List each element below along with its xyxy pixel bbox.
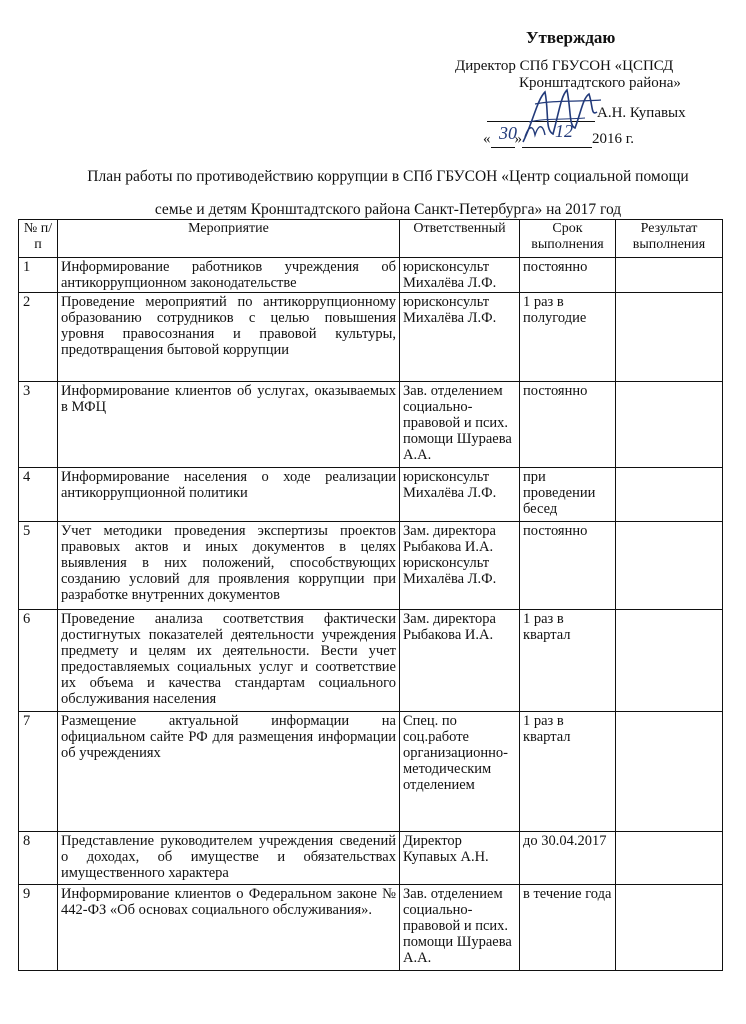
row-num: 8 (19, 832, 58, 885)
row-responsible: Директор Купавых А.Н. (400, 832, 520, 885)
plan-table (18, 219, 723, 971)
row-responsible: Спец. по соц.работе организационно-методическим отделением (400, 712, 520, 832)
row-result (616, 293, 723, 382)
handwritten-day: 30 (499, 123, 517, 143)
row-result (616, 832, 723, 885)
table-row (19, 293, 723, 382)
row-deadline: при проведении бесед (520, 468, 616, 522)
header-responsible: Ответственный (400, 220, 520, 258)
row-result (616, 885, 723, 971)
position-line-1: Директор СПб ГБУСОН «ЦСПСД (455, 58, 674, 74)
row-result (616, 712, 723, 832)
table-header-row (19, 220, 723, 258)
row-result (616, 522, 723, 610)
row-num: 7 (19, 712, 58, 832)
row-deadline: постоянно (520, 382, 616, 468)
title-line-1: План работы по противодействию коррупции в СПб ГБУСОН «Центр социальной помощи (87, 168, 689, 185)
handwritten-date (495, 117, 595, 147)
document-title (68, 160, 708, 226)
row-num: 6 (19, 610, 58, 712)
row-responsible: юрисконсульт Михалёва Л.Ф. (400, 293, 520, 382)
row-event: Информирование клиентов о Федеральном законе № 442-ФЗ «Об основах социального обслуживания». (58, 885, 400, 971)
table-row (19, 382, 723, 468)
approval-heading: Утверждаю (526, 28, 616, 47)
row-result (616, 382, 723, 468)
date-year: 2016 г. (592, 131, 634, 147)
row-responsible: Зав. отделением социально-правовой и псих. помощи Шураева А.А. (400, 382, 520, 468)
position-line-2: Кронштадтского района» (519, 75, 681, 91)
header-result: Результат выполнения (616, 220, 723, 258)
date-quote-close: » (514, 131, 522, 147)
table-row (19, 522, 723, 610)
row-result (616, 610, 723, 712)
signatory-name: А.Н. Купавых (597, 105, 686, 121)
row-event: Учет методики проведения экспертизы проектов правовых актов и иных документов в целях выявления в них положений, способствующих созданию условий для проявления коррупции при разработке внутренних документов (58, 522, 400, 610)
table-row (19, 712, 723, 832)
row-num: 9 (19, 885, 58, 971)
row-event: Проведение мероприятий по антикоррупционному образованию сотрудников с целью повышения уровня правосознания и правовой культуры, предотвращения бытовой коррупции (58, 293, 400, 382)
date-quote-open: « (483, 131, 491, 147)
row-deadline: до 30.04.2017 (520, 832, 616, 885)
title-line-2: семье и детям Кронштадтского района Санкт-Петербурга» на 2017 год (154, 201, 622, 218)
row-num: 2 (19, 293, 58, 382)
header-num: № п/п (19, 220, 58, 258)
table-row (19, 258, 723, 293)
row-responsible: Зав. отделением социально-правовой и псих. помощи Шураева А.А. (400, 885, 520, 971)
row-responsible: юрисконсульт Михалёва Л.Ф. (400, 258, 520, 293)
row-event: Проведение анализа соответствия фактически достигнутых показателей деятельности учреждения предмету и целям их деятельности. Вести учет предоставляемых социальных услуг и соответствие их объема и качества стандартам социального обслуживания населения (58, 610, 400, 712)
row-responsible: Зам. директора Рыбакова И.А. (400, 610, 520, 712)
row-result (616, 468, 723, 522)
table-row (19, 832, 723, 885)
row-responsible: Зам. директора Рыбакова И.А. юрисконсульт Михалёва Л.Ф. (400, 522, 520, 610)
header-deadline: Срок выполнения (520, 220, 616, 258)
row-num: 1 (19, 258, 58, 293)
row-responsible: юрисконсульт Михалёва Л.Ф. (400, 468, 520, 522)
row-deadline: 1 раз в квартал (520, 610, 616, 712)
row-event: Представление руководителем учреждения сведений о доходах, об имуществе и обязательствах имущественного характера (58, 832, 400, 885)
row-deadline: в течение года (520, 885, 616, 971)
row-num: 3 (19, 382, 58, 468)
row-deadline: 1 раз в полугодие (520, 293, 616, 382)
header-event: Мероприятие (58, 220, 400, 258)
row-deadline: постоянно (520, 258, 616, 293)
row-deadline: постоянно (520, 522, 616, 610)
row-deadline: 1 раз в квартал (520, 712, 616, 832)
table-row (19, 610, 723, 712)
table-row (19, 468, 723, 522)
row-event: Информирование работников учреждения об антикоррупционном законодательстве (58, 258, 400, 293)
table-row (19, 885, 723, 971)
row-event: Информирование клиентов об услугах, оказываемых в МФЦ (58, 382, 400, 468)
handwritten-month: 12 (555, 121, 573, 141)
row-event: Размещение актуальной информации на официальном сайте РФ для размещения информации об учреждениях (58, 712, 400, 832)
row-event: Информирование населения о ходе реализации антикоррупционной политики (58, 468, 400, 522)
row-result (616, 258, 723, 293)
row-num: 4 (19, 468, 58, 522)
row-num: 5 (19, 522, 58, 610)
